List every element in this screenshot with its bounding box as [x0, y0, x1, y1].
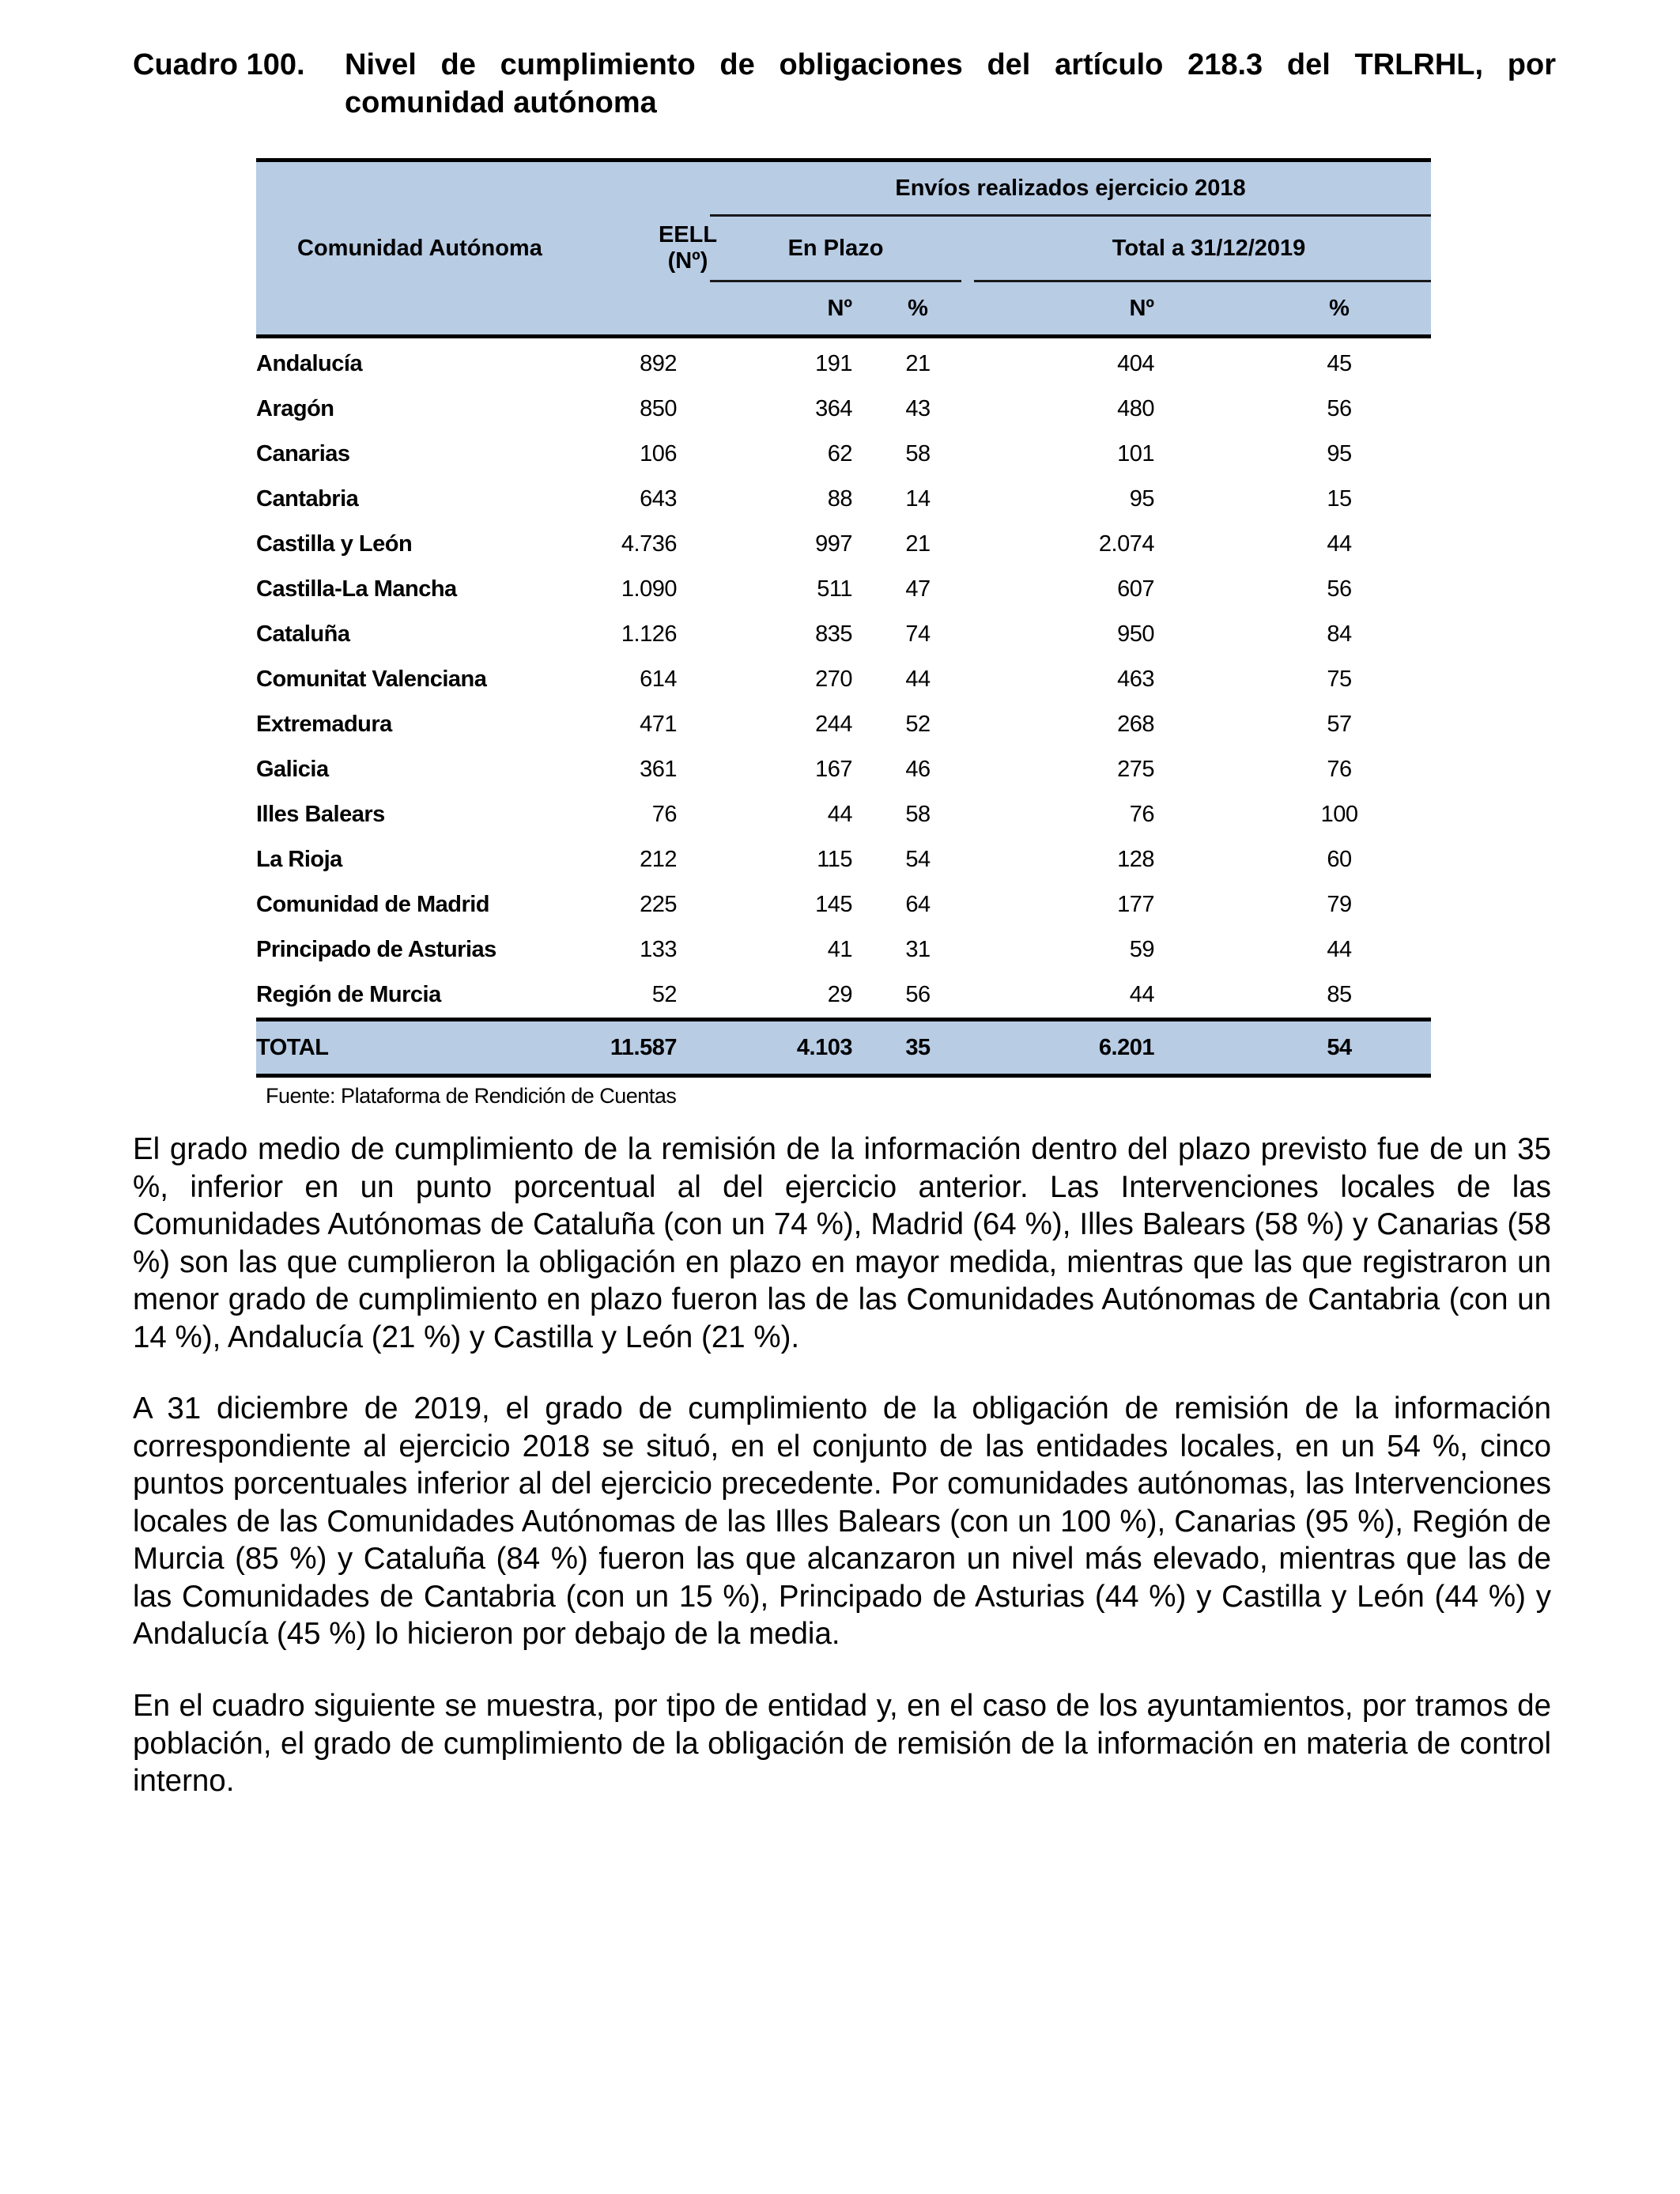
cell-eell: 892 — [640, 351, 677, 376]
cell-total-n: 101 — [1117, 441, 1154, 466]
cell-total-pct: 84 — [1327, 621, 1352, 647]
cell-gap — [697, 747, 710, 792]
cell-total-n: 59 — [1129, 937, 1154, 962]
cell-gap — [697, 477, 710, 522]
data-table-container — [256, 158, 1431, 1108]
cell-gap — [961, 747, 974, 792]
cell-community: Aragón — [256, 396, 334, 421]
cell-plazo-pct: 58 — [905, 441, 931, 466]
cell-gap — [697, 702, 710, 747]
cell-plazo-pct: 35 — [874, 1020, 961, 1076]
cell-community: Comunidad de Madrid — [256, 892, 489, 917]
header-community: Comunidad Autónoma — [256, 160, 571, 337]
cell-total-pct: 15 — [1327, 486, 1352, 512]
cell-eell: 1.126 — [621, 621, 677, 647]
cell-total-pct: 75 — [1327, 667, 1352, 692]
cell-plazo-n: 270 — [815, 667, 852, 692]
cell-gap — [961, 927, 974, 972]
cell-community: Andalucía — [256, 351, 363, 376]
cell-plazo-pct: 31 — [905, 937, 931, 962]
cell-plazo-pct: 47 — [905, 576, 931, 602]
cell-total-pct: 56 — [1327, 396, 1352, 421]
cell-plazo-pct: 14 — [905, 486, 931, 512]
table-row — [256, 882, 1431, 927]
cell-eell: 850 — [640, 396, 677, 421]
cell-gap — [697, 837, 710, 882]
header-en-plazo: En Plazo — [710, 216, 961, 281]
cell-gap — [974, 972, 987, 1020]
table-row — [256, 927, 1431, 972]
cell-plazo-n: 41 — [827, 937, 852, 962]
cell-total-n: 95 — [1129, 486, 1154, 512]
cell-gap — [974, 882, 987, 927]
cell-plazo-n: 244 — [815, 712, 852, 737]
cell-gap — [974, 837, 987, 882]
cell-plazo-n: 191 — [815, 351, 852, 376]
cell-gap — [974, 612, 987, 657]
cell-community: Cataluña — [256, 621, 350, 647]
cell-gap — [974, 337, 987, 387]
cell-gap — [697, 337, 710, 387]
cell-plazo-n: 115 — [817, 847, 852, 872]
cell-gap — [974, 927, 987, 972]
cell-community: TOTAL — [256, 1020, 571, 1076]
cell-gap — [961, 522, 974, 567]
cell-gap — [697, 927, 710, 972]
cell-gap — [697, 657, 710, 702]
table-row — [256, 972, 1431, 1020]
cell-gap — [974, 792, 987, 837]
cell-eell: 1.090 — [621, 576, 677, 602]
table-title: Nivel de cumplimiento de obligaciones del artículo 218.3 del TRLRHL, por comunidad autónoma — [345, 48, 1556, 119]
cell-eell: 11.587 — [571, 1020, 697, 1076]
cell-plazo-n: 88 — [827, 486, 852, 512]
cell-eell: 643 — [640, 486, 677, 512]
cell-gap — [974, 1020, 987, 1076]
cell-eell: 133 — [640, 937, 677, 962]
cell-gap — [974, 657, 987, 702]
cell-total-n: 607 — [1117, 576, 1154, 602]
cell-total-n: 404 — [1117, 351, 1154, 376]
cell-community: Cantabria — [256, 486, 359, 512]
cell-plazo-n: 44 — [827, 802, 852, 827]
cell-plazo-pct: 43 — [905, 396, 931, 421]
table-row — [256, 567, 1431, 612]
table-row — [256, 477, 1431, 522]
cell-gap — [697, 432, 710, 477]
cell-total-pct: 76 — [1327, 757, 1352, 782]
cell-plazo-pct: 21 — [905, 351, 931, 376]
cell-plazo-n: 364 — [815, 396, 852, 421]
table-row — [256, 432, 1431, 477]
cell-total-pct: 57 — [1327, 712, 1352, 737]
cell-gap — [697, 387, 710, 432]
cell-gap — [961, 337, 974, 387]
cell-gap — [697, 522, 710, 567]
cell-gap — [697, 567, 710, 612]
cell-plazo-pct: 54 — [905, 847, 931, 872]
cell-total-pct: 95 — [1327, 441, 1352, 466]
paragraph-3: En el cuadro siguiente se muestra, por tipo de entidad y, en el caso de los ayuntamientos, por tramos de población, el grado de cumplimiento de la obligación de remisión de la información en materia de control interno. — [133, 1689, 1551, 1798]
cell-eell: 4.736 — [621, 531, 677, 557]
cell-gap — [961, 882, 974, 927]
cell-community: Canarias — [256, 441, 350, 466]
cell-total-n: 6.201 — [987, 1020, 1176, 1076]
cell-plazo-n: 145 — [815, 892, 852, 917]
cell-total-pct: 54 — [1176, 1020, 1431, 1076]
cell-plazo-pct: 58 — [905, 802, 931, 827]
cell-eell: 225 — [640, 892, 677, 917]
table-row — [256, 792, 1431, 837]
cell-total-n: 463 — [1117, 667, 1154, 692]
header-total-date: Total a 31/12/2019 — [987, 216, 1431, 281]
cell-gap — [974, 387, 987, 432]
header-eell-unit: (Nº) — [667, 248, 708, 274]
cell-total-pct: 45 — [1327, 351, 1352, 376]
cell-gap — [961, 477, 974, 522]
cell-plazo-pct: 64 — [905, 892, 931, 917]
cell-eell: 361 — [640, 757, 677, 782]
cell-gap — [974, 747, 987, 792]
cell-eell: 52 — [571, 972, 697, 1020]
cell-gap — [697, 1020, 710, 1076]
cell-plazo-n: 511 — [817, 576, 852, 602]
header-gap-left — [961, 281, 974, 337]
table-row — [256, 387, 1431, 432]
table-row — [256, 522, 1431, 567]
cell-gap — [974, 702, 987, 747]
cell-total-n: 268 — [1117, 712, 1154, 737]
cell-gap — [961, 387, 974, 432]
cell-gap — [697, 792, 710, 837]
cell-gap — [961, 792, 974, 837]
cell-total-n: 177 — [1117, 892, 1154, 917]
cell-gap — [961, 612, 974, 657]
cell-gap — [974, 567, 987, 612]
header-mid-gap — [961, 216, 987, 281]
cell-total-pct: 44 — [1327, 531, 1352, 557]
cell-community: Principado de Asturias — [256, 937, 496, 962]
table-row — [256, 657, 1431, 702]
cell-total-n: 2.074 — [1098, 531, 1154, 557]
cell-eell: 76 — [651, 802, 677, 827]
page-title — [133, 46, 1556, 122]
cell-plazo-pct: 44 — [905, 667, 931, 692]
table-body — [256, 337, 1431, 1076]
cell-gap — [961, 432, 974, 477]
cell-total-pct: 100 — [1320, 802, 1358, 827]
header-group: Envíos realizados ejercicio 2018 — [710, 160, 1431, 216]
cell-gap — [697, 972, 710, 1020]
cell-gap — [974, 477, 987, 522]
cell-plazo-n: 835 — [815, 621, 852, 647]
table-row — [256, 702, 1431, 747]
header-gap-right — [974, 281, 987, 337]
cell-plazo-pct: 52 — [905, 712, 931, 737]
header-eell — [571, 160, 718, 337]
cell-eell: 106 — [640, 441, 677, 466]
cell-plazo-pct: 56 — [874, 972, 961, 1020]
cell-plazo-n: 997 — [815, 531, 852, 557]
cell-total-n: 44 — [987, 972, 1176, 1020]
header-eell-label: EELL — [658, 222, 718, 247]
header-pct-plazo: % — [874, 281, 961, 337]
cell-gap — [961, 567, 974, 612]
table-row — [256, 837, 1431, 882]
cell-plazo-n: 62 — [827, 441, 852, 466]
cell-gap — [697, 612, 710, 657]
cell-eell: 212 — [640, 847, 677, 872]
cell-eell: 471 — [640, 712, 677, 737]
cell-gap — [961, 972, 974, 1020]
cell-gap — [697, 882, 710, 927]
cell-community: Castilla y León — [256, 531, 413, 557]
compliance-table — [256, 158, 1431, 1078]
cell-gap — [961, 657, 974, 702]
cell-plazo-n: 4.103 — [710, 1020, 874, 1076]
cell-community: Comunitat Valenciana — [256, 667, 487, 692]
header-n-total: Nº — [987, 281, 1176, 337]
cell-community: La Rioja — [256, 847, 342, 872]
cell-plazo-pct: 74 — [905, 621, 931, 647]
table-source: Fuente: Plataforma de Rendición de Cuentas — [266, 1084, 677, 1108]
cell-total-pct: 85 — [1176, 972, 1431, 1020]
paragraph-2: A 31 diciembre de 2019, el grado de cumplimiento de la obligación de remisión de la información correspondiente al ejercicio 2018 se situó, en el conjunto de las entidades locales, en un 54 %, cinco puntos porcentuales inferior al del ejercicio precedente. Por comunidades autónomas, las Intervenciones locales de las Comunidades Autónomas de las Illes Balears (con un 100 %), Canarias (95 %), Región de Murcia (85 %) y Cataluña (84 %) fueron las que alcanzaron un nivel más elevado, mientras que las de las Comunidades de Cantabria (con un 15 %), Principado de Asturias (44 %) y Castilla y León (44 %) y Andalucía (45 %) lo hicieron por debajo de la media. — [133, 1392, 1551, 1651]
cell-total-pct: 44 — [1327, 937, 1352, 962]
cell-community: Castilla-La Mancha — [256, 576, 457, 602]
table-row — [256, 337, 1431, 387]
cell-gap — [961, 837, 974, 882]
cell-community: Región de Murcia — [256, 972, 571, 1020]
cell-community: Galicia — [256, 757, 329, 782]
table-row — [256, 612, 1431, 657]
cell-community: Illes Balears — [256, 802, 385, 827]
header-pct-total: % — [1176, 281, 1431, 337]
cell-plazo-pct: 46 — [905, 757, 931, 782]
cell-eell: 614 — [640, 667, 677, 692]
cell-total-pct: 56 — [1327, 576, 1352, 602]
cell-gap — [974, 522, 987, 567]
table-number: Cuadro 100. — [133, 48, 305, 81]
cell-total-n: 128 — [1117, 847, 1154, 872]
cell-gap — [974, 432, 987, 477]
cell-total-pct: 60 — [1327, 847, 1352, 872]
cell-total-n: 76 — [1129, 802, 1154, 827]
cell-plazo-pct: 21 — [905, 531, 931, 557]
table-total-row — [256, 1020, 1431, 1076]
cell-gap — [961, 1020, 974, 1076]
cell-total-n: 275 — [1117, 757, 1154, 782]
header-n-plazo: Nº — [710, 281, 874, 337]
cell-total-n: 480 — [1117, 396, 1154, 421]
table-row — [256, 747, 1431, 792]
cell-plazo-n: 167 — [815, 757, 852, 782]
paragraph-1: El grado medio de cumplimiento de la remisión de la información dentro del plazo previsto fue de un 35 %, inferior en un punto porcentual al del ejercicio anterior. Las Intervenciones locales de las Comunidades Autónomas de Cataluña (con un 74 %), Madrid (64 %), Illes Balears (58 %) y Canarias (58 %) son las que cumplieron la obligación en plazo en mayor medida, mientras que las que registraron un menor grado de cumplimiento en plazo fueron las de las Comunidades Autónomas de Cantabria (con un 14 %), Andalucía (21 %) y Castilla y León (21 %). — [133, 1132, 1551, 1354]
cell-gap — [961, 702, 974, 747]
cell-total-n: 950 — [1117, 621, 1154, 647]
cell-total-pct: 79 — [1327, 892, 1352, 917]
cell-plazo-n: 29 — [710, 972, 874, 1020]
cell-community: Extremadura — [256, 712, 392, 737]
